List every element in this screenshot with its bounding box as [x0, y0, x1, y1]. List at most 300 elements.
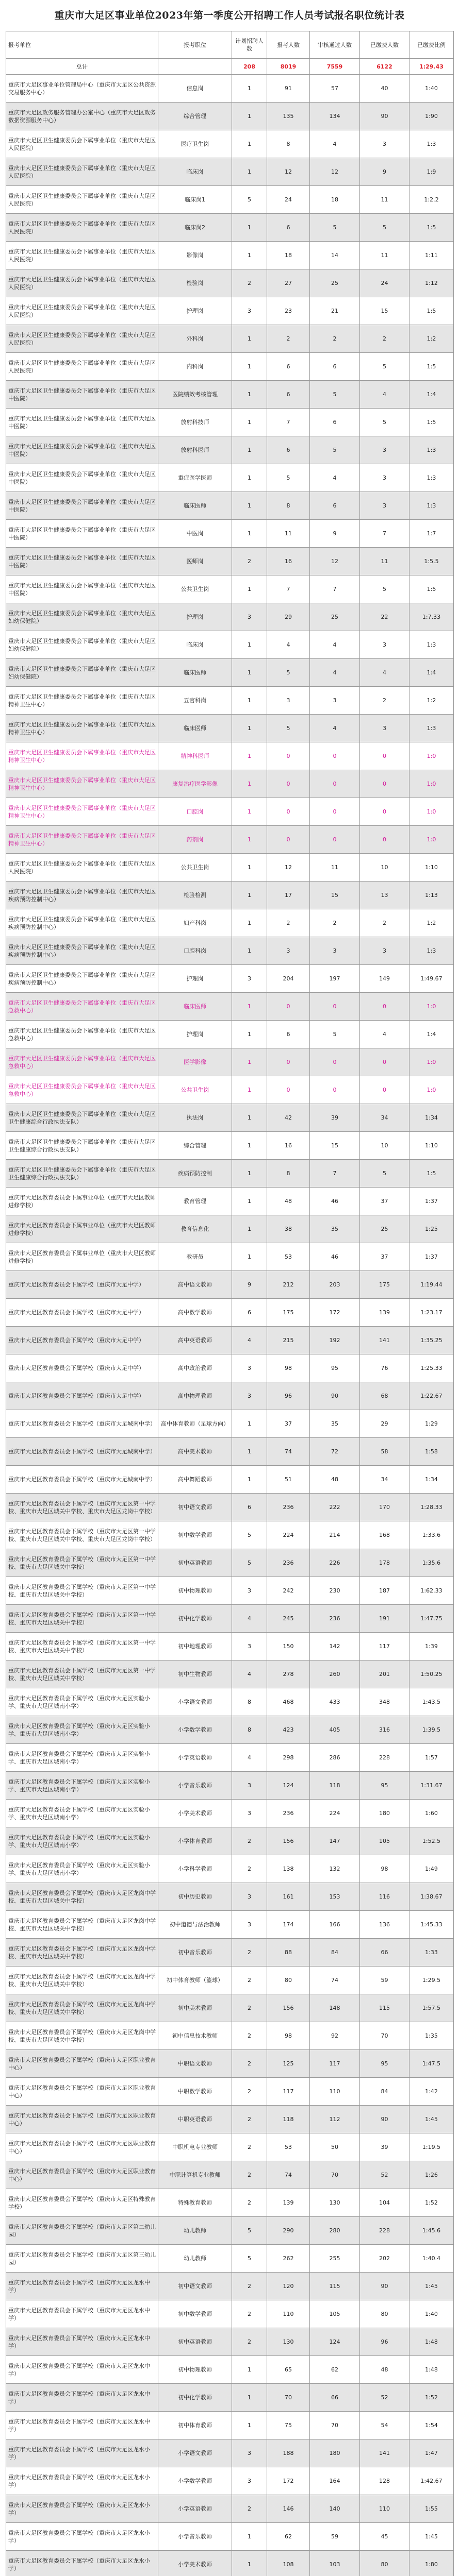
- cell-paid: 10: [360, 1132, 409, 1160]
- cell-ratio: 1:0: [409, 1048, 454, 1076]
- table-row: [6, 130, 454, 158]
- cell-approved: 0: [310, 742, 360, 770]
- cell-applied: 130: [267, 2328, 310, 2356]
- cell-paid: 7: [360, 520, 409, 548]
- cell-plan: 2: [232, 2495, 267, 2523]
- cell-ratio: 1:45: [409, 2106, 454, 2133]
- cell-applied: 18: [267, 242, 310, 269]
- cell-unit: 重庆市大足区卫生健康委员会下属事业单位（重庆市大足区疾病预防控制中心）: [6, 909, 158, 937]
- cell-unit: 重庆市大足区卫生健康委员会下属事业单位（重庆市大足区人民医院）: [6, 214, 158, 242]
- header-ratio: 已缴费比例: [409, 31, 454, 59]
- cell-post: 初中体育教师（篮球）: [158, 1967, 232, 1994]
- cell-applied: 6: [267, 381, 310, 409]
- cell-post: 初中生物教师: [158, 1660, 232, 1688]
- cell-paid: 3: [360, 436, 409, 464]
- cell-unit: 重庆市大足区卫生健康委员会下属事业单位（重庆市大足区中医院）: [6, 464, 158, 492]
- cell-ratio: 1:29: [409, 1410, 454, 1438]
- header-unit: 报考单位: [6, 31, 158, 59]
- cell-post: 综合管理: [158, 1132, 232, 1160]
- cell-ratio: 1:10: [409, 854, 454, 882]
- cell-approved: 7: [310, 1160, 360, 1188]
- cell-unit: 重庆市大足区教育委员会下属学校（重庆市大足区实验小学、重庆市大足区城南小学）: [6, 1772, 158, 1800]
- cell-unit: 重庆市大足区卫生健康委员会下属事业单位（重庆市大足区人民医院）: [6, 269, 158, 297]
- cell-applied: 212: [267, 1271, 310, 1299]
- table-row: [6, 1939, 454, 1967]
- table-row: [6, 1577, 454, 1605]
- table-row: [6, 2273, 454, 2300]
- total-approved: 7559: [310, 59, 360, 75]
- table-row: [6, 715, 454, 742]
- table-row: [6, 1800, 454, 1827]
- cell-post: 中职语文教师: [158, 2050, 232, 2078]
- cell-post: 初中英语教师: [158, 1549, 232, 1577]
- cell-unit: 重庆市大足区卫生健康委员会下属事业单位（重庆市大足区妇幼保健院）: [6, 631, 158, 659]
- cell-applied: 62: [267, 2523, 310, 2551]
- cell-plan: 1: [232, 993, 267, 1021]
- table-row: [6, 464, 454, 492]
- cell-applied: 0: [267, 826, 310, 854]
- cell-unit: 重庆市大足区教育委员会下属学校（重庆市大足区第三幼儿园）: [6, 2245, 158, 2273]
- cell-plan: 2: [232, 548, 267, 575]
- cell-paid: 3: [360, 130, 409, 158]
- cell-plan: 2: [232, 2133, 267, 2161]
- cell-paid: 48: [360, 2356, 409, 2384]
- cell-post: 康复治疗医学影像: [158, 770, 232, 798]
- cell-approved: 224: [310, 1800, 360, 1827]
- cell-ratio: 1:0: [409, 798, 454, 826]
- cell-plan: 1: [232, 242, 267, 269]
- table-row: [6, 2189, 454, 2217]
- cell-paid: 59: [360, 1967, 409, 1994]
- cell-applied: 118: [267, 2106, 310, 2133]
- cell-post: 医疗卫生岗: [158, 130, 232, 158]
- cell-plan: 5: [232, 2245, 267, 2273]
- cell-unit: 重庆市大足区卫生健康委员会下属事业单位（重庆市大足区人民医院）: [6, 186, 158, 214]
- cell-ratio: 1:29.5: [409, 1967, 454, 1994]
- total-plan: 208: [232, 59, 267, 75]
- cell-plan: 3: [232, 1911, 267, 1939]
- cell-approved: 148: [310, 1994, 360, 2022]
- cell-ratio: 1:48: [409, 2328, 454, 2356]
- cell-approved: 236: [310, 1605, 360, 1633]
- table-row: [6, 1021, 454, 1048]
- cell-paid: 228: [360, 2217, 409, 2245]
- cell-paid: 0: [360, 993, 409, 1021]
- cell-applied: 242: [267, 1577, 310, 1605]
- cell-unit: 重庆市大足区教育委员会下属学校（重庆市大足区龙水中学）: [6, 2300, 158, 2328]
- cell-paid: 11: [360, 548, 409, 575]
- cell-plan: 5: [232, 1521, 267, 1549]
- cell-ratio: 1:5: [409, 353, 454, 381]
- cell-post: 小学英语教师: [158, 2495, 232, 2523]
- cell-approved: 2: [310, 325, 360, 353]
- cell-unit: 重庆市大足区卫生健康委员会下属事业单位（重庆市大足区人民医院）: [6, 297, 158, 325]
- cell-applied: 468: [267, 1688, 310, 1716]
- cell-plan: 2: [232, 2189, 267, 2217]
- table-row: [6, 1605, 454, 1633]
- cell-post: 初中道德与法治教师: [158, 1911, 232, 1939]
- cell-plan: 6: [232, 1494, 267, 1521]
- cell-plan: 1: [232, 715, 267, 742]
- cell-ratio: 1:5: [409, 1160, 454, 1188]
- cell-plan: 3: [232, 297, 267, 325]
- cell-ratio: 1:49: [409, 1855, 454, 1883]
- cell-post: 小学数学教师: [158, 1716, 232, 1744]
- table-row: [6, 770, 454, 798]
- cell-plan: 3: [232, 1883, 267, 1911]
- cell-ratio: 1:3: [409, 631, 454, 659]
- table-row: [6, 1271, 454, 1299]
- cell-applied: 5: [267, 659, 310, 687]
- cell-paid: 96: [360, 2328, 409, 2356]
- cell-plan: 6: [232, 1299, 267, 1327]
- cell-unit: 重庆市大足区政务服务管理办公室中心（重庆市大足区政务数据资源服务中心）: [6, 103, 158, 130]
- cell-approved: 39: [310, 1104, 360, 1132]
- cell-unit: 重庆市大足区卫生健康委员会下属事业单位（重庆市大足区中医院）: [6, 381, 158, 409]
- cell-unit: 重庆市大足区教育委员会下属学校（重庆市大足区龙水中学）: [6, 2328, 158, 2356]
- cell-plan: 2: [232, 1855, 267, 1883]
- cell-applied: 96: [267, 1382, 310, 1410]
- cell-ratio: 1:49.67: [409, 965, 454, 993]
- cell-applied: 298: [267, 1744, 310, 1772]
- cell-post: 执法岗: [158, 1104, 232, 1132]
- cell-paid: 0: [360, 1048, 409, 1076]
- cell-plan: 1: [232, 909, 267, 937]
- cell-post: 中职机电专业教师: [158, 2133, 232, 2161]
- cell-unit: 重庆市大足区教育委员会下属学校（重庆市大足区职业教育中心）: [6, 2050, 158, 2078]
- cell-ratio: 1:3: [409, 715, 454, 742]
- cell-paid: 15: [360, 297, 409, 325]
- cell-unit: 重庆市大足区教育委员会下属学校（重庆市大足区龙水中学）: [6, 2356, 158, 2384]
- cell-approved: 226: [310, 1549, 360, 1577]
- table-row: [6, 1048, 454, 1076]
- cell-approved: 103: [310, 2551, 360, 2576]
- cell-plan: 1: [232, 1104, 267, 1132]
- cell-ratio: 1:47: [409, 2439, 454, 2467]
- cell-post: 初中地理教师: [158, 1633, 232, 1660]
- total-row: [6, 59, 454, 75]
- cell-plan: 1: [232, 2356, 267, 2384]
- cell-applied: 12: [267, 854, 310, 882]
- cell-ratio: 1:80: [409, 2551, 454, 2576]
- cell-post: 临床医师: [158, 659, 232, 687]
- cell-applied: 146: [267, 2495, 310, 2523]
- cell-applied: 204: [267, 965, 310, 993]
- cell-post: 重症医学医师: [158, 464, 232, 492]
- cell-paid: 4: [360, 659, 409, 687]
- cell-post: 小学音乐教师: [158, 2523, 232, 2551]
- table-row: [6, 1716, 454, 1744]
- table-row: [6, 2022, 454, 2050]
- cell-plan: 1: [232, 75, 267, 103]
- cell-ratio: 1:40: [409, 75, 454, 103]
- cell-post: 小学英语教师: [158, 1744, 232, 1772]
- cell-paid: 90: [360, 2106, 409, 2133]
- cell-approved: 3: [310, 687, 360, 715]
- cell-approved: 9: [310, 520, 360, 548]
- table-row: [6, 993, 454, 1021]
- cell-plan: 3: [232, 2467, 267, 2495]
- cell-unit: 重庆市大足区卫生健康委员会下属事业单位（重庆市大足区中医院）: [6, 492, 158, 520]
- cell-unit: 重庆市大足区教育委员会下属学校（重庆市大足中学）: [6, 1271, 158, 1299]
- recruitment-table: [6, 31, 454, 2576]
- cell-paid: 348: [360, 1688, 409, 1716]
- cell-approved: 147: [310, 1827, 360, 1855]
- cell-plan: 2: [232, 1967, 267, 1994]
- cell-ratio: 1:28.33: [409, 1494, 454, 1521]
- cell-approved: 12: [310, 158, 360, 186]
- cell-post: 公共卫生岗: [158, 1076, 232, 1104]
- cell-approved: 230: [310, 1577, 360, 1605]
- cell-paid: 39: [360, 2133, 409, 2161]
- cell-approved: 48: [310, 1466, 360, 1494]
- cell-plan: 3: [232, 2439, 267, 2467]
- cell-unit: 重庆市大足区卫生健康委员会下属事业单位（重庆市大足区疾病预防控制中心）: [6, 965, 158, 993]
- header-plan: 计划招聘人数: [232, 31, 267, 59]
- cell-post: 初中化学教师: [158, 2384, 232, 2412]
- cell-plan: 1: [232, 687, 267, 715]
- cell-approved: 118: [310, 1772, 360, 1800]
- cell-approved: 164: [310, 2467, 360, 2495]
- cell-paid: 2: [360, 909, 409, 937]
- cell-post: 妇产科岗: [158, 909, 232, 937]
- cell-ratio: 1:45.33: [409, 1911, 454, 1939]
- cell-applied: 7: [267, 575, 310, 603]
- cell-approved: 50: [310, 2133, 360, 2161]
- cell-post: 小学体育教师: [158, 1827, 232, 1855]
- total-ratio: 1:29.43: [409, 59, 454, 75]
- cell-unit: 重庆市大足区卫生健康委员会下属事业单位（重庆市大足区急救中心）: [6, 993, 158, 1021]
- cell-paid: 5: [360, 1160, 409, 1188]
- cell-paid: 54: [360, 2412, 409, 2439]
- cell-paid: 141: [360, 2439, 409, 2467]
- cell-post: 初中音乐教师: [158, 1939, 232, 1967]
- cell-paid: 4: [360, 1021, 409, 1048]
- cell-applied: 156: [267, 1827, 310, 1855]
- cell-plan: 2: [232, 2022, 267, 2050]
- cell-plan: 1: [232, 2412, 267, 2439]
- table-row: [6, 1855, 454, 1883]
- cell-paid: 5: [360, 353, 409, 381]
- cell-plan: 2: [232, 2300, 267, 2328]
- cell-plan: 3: [232, 1382, 267, 1410]
- table-row: [6, 2384, 454, 2412]
- cell-plan: 4: [232, 1660, 267, 1688]
- table-row: [6, 2245, 454, 2273]
- cell-applied: 138: [267, 1855, 310, 1883]
- cell-plan: 1: [232, 381, 267, 409]
- cell-ratio: 1:5: [409, 297, 454, 325]
- cell-paid: 95: [360, 1772, 409, 1800]
- cell-post: 初中语文教师: [158, 1494, 232, 1521]
- cell-unit: 重庆市大足区教育委员会下属学校（重庆市大足区龙岗中学校、重庆市大足区城关中学校）: [6, 1967, 158, 1994]
- cell-unit: 重庆市大足区卫生健康委员会下属事业单位（重庆市大足区卫生健康综合行政执法支队）: [6, 1132, 158, 1160]
- cell-approved: 21: [310, 297, 360, 325]
- cell-approved: 4: [310, 659, 360, 687]
- cell-paid: 5: [360, 409, 409, 436]
- cell-post: 初中语文教师: [158, 2273, 232, 2300]
- cell-paid: 11: [360, 186, 409, 214]
- cell-applied: 16: [267, 548, 310, 575]
- cell-unit: 重庆市大足区教育委员会下属学校（重庆市大足区龙岗中学校、重庆市大足区城关中学校）: [6, 1994, 158, 2022]
- cell-post: 小学语文教师: [158, 1688, 232, 1716]
- cell-post: 公共卫生岗: [158, 575, 232, 603]
- cell-post: 小学美术教师: [158, 1800, 232, 1827]
- cell-unit: 重庆市大足区卫生健康委员会下属事业单位（重庆市大足区精神卫生中心）: [6, 687, 158, 715]
- cell-ratio: 1:3: [409, 436, 454, 464]
- cell-approved: 0: [310, 798, 360, 826]
- cell-applied: 278: [267, 1660, 310, 1688]
- cell-plan: 2: [232, 1827, 267, 1855]
- cell-post: 综合管理: [158, 103, 232, 130]
- cell-ratio: 1:52.5: [409, 1827, 454, 1855]
- cell-applied: 0: [267, 1048, 310, 1076]
- cell-applied: 174: [267, 1911, 310, 1939]
- cell-unit: 重庆市大足区教育委员会下属学校（重庆市大足区龙岗中学校、重庆市大足区城关中学校）: [6, 2022, 158, 2050]
- cell-unit: 重庆市大足区教育委员会下属学校（重庆市大足中学）: [6, 1354, 158, 1382]
- cell-applied: 6: [267, 436, 310, 464]
- cell-paid: 0: [360, 798, 409, 826]
- cell-applied: 110: [267, 2300, 310, 2328]
- cell-post: 初中历史教师: [158, 1883, 232, 1911]
- total-post: [158, 59, 232, 75]
- table-row: [6, 1354, 454, 1382]
- cell-paid: 149: [360, 965, 409, 993]
- cell-post: 高中语文教师: [158, 1271, 232, 1299]
- cell-post: 放射科技师: [158, 409, 232, 436]
- cell-unit: 重庆市大足区教育委员会下属学校（重庆市大足区第二幼儿园）: [6, 2217, 158, 2245]
- cell-plan: 1: [232, 158, 267, 186]
- cell-unit: 重庆市大足区教育委员会下属学校（重庆市大足区职业教育中心）: [6, 2078, 158, 2106]
- cell-paid: 2: [360, 687, 409, 715]
- table-row: [6, 353, 454, 381]
- table-row: [6, 965, 454, 993]
- cell-approved: 405: [310, 1716, 360, 1744]
- cell-plan: 1: [232, 1243, 267, 1271]
- cell-ratio: 1:5: [409, 214, 454, 242]
- cell-plan: 2: [232, 1939, 267, 1967]
- cell-ratio: 1:25: [409, 1215, 454, 1243]
- cell-paid: 3: [360, 492, 409, 520]
- table-row: [6, 1911, 454, 1939]
- cell-unit: 重庆市大足区教育委员会下属学校（重庆市大足区龙水中学）: [6, 2273, 158, 2300]
- cell-approved: 280: [310, 2217, 360, 2245]
- table-row: [6, 2495, 454, 2523]
- cell-approved: 72: [310, 1438, 360, 1466]
- cell-post: 五官科岗: [158, 687, 232, 715]
- cell-unit: 重庆市大足区卫生健康委员会下属事业单位（重庆市大足区中医院）: [6, 548, 158, 575]
- cell-approved: 153: [310, 1883, 360, 1911]
- cell-unit: 重庆市大足区教育委员会下属学校（重庆市大足城南中学）: [6, 1466, 158, 1494]
- table-row: [6, 631, 454, 659]
- cell-approved: 5: [310, 214, 360, 242]
- cell-paid: 168: [360, 1521, 409, 1549]
- cell-approved: 132: [310, 1855, 360, 1883]
- cell-approved: 95: [310, 1354, 360, 1382]
- header-post: 报考职位: [158, 31, 232, 59]
- cell-approved: 12: [310, 548, 360, 575]
- cell-applied: 53: [267, 2133, 310, 2161]
- cell-ratio: 1:5.5: [409, 548, 454, 575]
- cell-ratio: 1:37: [409, 1188, 454, 1215]
- cell-approved: 66: [310, 2384, 360, 2412]
- cell-approved: 25: [310, 603, 360, 631]
- cell-applied: 65: [267, 2356, 310, 2384]
- table-row: [6, 1744, 454, 1772]
- cell-approved: 172: [310, 1299, 360, 1327]
- cell-post: 口腔科岗: [158, 937, 232, 965]
- cell-ratio: 1:57.5: [409, 1994, 454, 2022]
- cell-applied: 16: [267, 1132, 310, 1160]
- cell-ratio: 1:4: [409, 1021, 454, 1048]
- cell-approved: 14: [310, 242, 360, 269]
- cell-approved: 0: [310, 770, 360, 798]
- cell-paid: 29: [360, 1410, 409, 1438]
- cell-ratio: 1:52: [409, 2384, 454, 2412]
- cell-plan: 9: [232, 1271, 267, 1299]
- total-applied: 8019: [267, 59, 310, 75]
- cell-unit: 重庆市大足区教育委员会下属学校（重庆市大足区职业教育中心）: [6, 2133, 158, 2161]
- cell-ratio: 1:55: [409, 2495, 454, 2523]
- cell-plan: 1: [232, 1132, 267, 1160]
- cell-paid: 70: [360, 2022, 409, 2050]
- cell-plan: 1: [232, 436, 267, 464]
- cell-post: 检验检测: [158, 882, 232, 909]
- cell-approved: 25: [310, 269, 360, 297]
- cell-paid: 34: [360, 1104, 409, 1132]
- cell-approved: 4: [310, 130, 360, 158]
- cell-applied: 8: [267, 130, 310, 158]
- cell-approved: 59: [310, 2523, 360, 2551]
- table-row: [6, 2412, 454, 2439]
- cell-post: 护理岗: [158, 297, 232, 325]
- cell-paid: 90: [360, 2273, 409, 2300]
- cell-unit: 重庆市大足区卫生健康委员会下属事业单位（重庆市大足区急救中心）: [6, 1048, 158, 1076]
- cell-ratio: 1:0: [409, 826, 454, 854]
- cell-unit: 重庆市大足区教育委员会下属学校（重庆市大足区第一中学校、重庆市大足区城关中学校、重庆市大足区龙岗中学校）: [6, 1521, 158, 1549]
- cell-applied: 236: [267, 1494, 310, 1521]
- cell-approved: 46: [310, 1188, 360, 1215]
- cell-approved: 57: [310, 75, 360, 103]
- table-row: [6, 75, 454, 103]
- cell-unit: 重庆市大足区卫生健康委员会下属事业单位（重庆市大足区妇幼保健院）: [6, 603, 158, 631]
- cell-paid: 180: [360, 1800, 409, 1827]
- table-row: [6, 1132, 454, 1160]
- cell-approved: 3: [310, 937, 360, 965]
- cell-approved: 222: [310, 1494, 360, 1521]
- cell-ratio: 1:47.5: [409, 2050, 454, 2078]
- cell-post: 临床岗1: [158, 186, 232, 214]
- cell-paid: 3: [360, 937, 409, 965]
- table-row: [6, 2467, 454, 2495]
- cell-applied: 8: [267, 492, 310, 520]
- cell-ratio: 1:3: [409, 130, 454, 158]
- cell-applied: 4: [267, 631, 310, 659]
- cell-applied: 0: [267, 1076, 310, 1104]
- cell-ratio: 1:42.67: [409, 2467, 454, 2495]
- cell-plan: 1: [232, 353, 267, 381]
- cell-plan: 1: [232, 325, 267, 353]
- cell-post: 中职英语教师: [158, 2106, 232, 2133]
- cell-ratio: 1:90: [409, 103, 454, 130]
- cell-paid: 58: [360, 1438, 409, 1466]
- cell-unit: 重庆市大足区教育委员会下属学校（重庆市大足区实验小学、重庆市大足区城南小学）: [6, 1800, 158, 1827]
- cell-plan: 3: [232, 965, 267, 993]
- cell-plan: 3: [232, 1800, 267, 1827]
- cell-post: 外科岗: [158, 325, 232, 353]
- cell-post: 精神科医师: [158, 742, 232, 770]
- cell-ratio: 1:43.5: [409, 1688, 454, 1716]
